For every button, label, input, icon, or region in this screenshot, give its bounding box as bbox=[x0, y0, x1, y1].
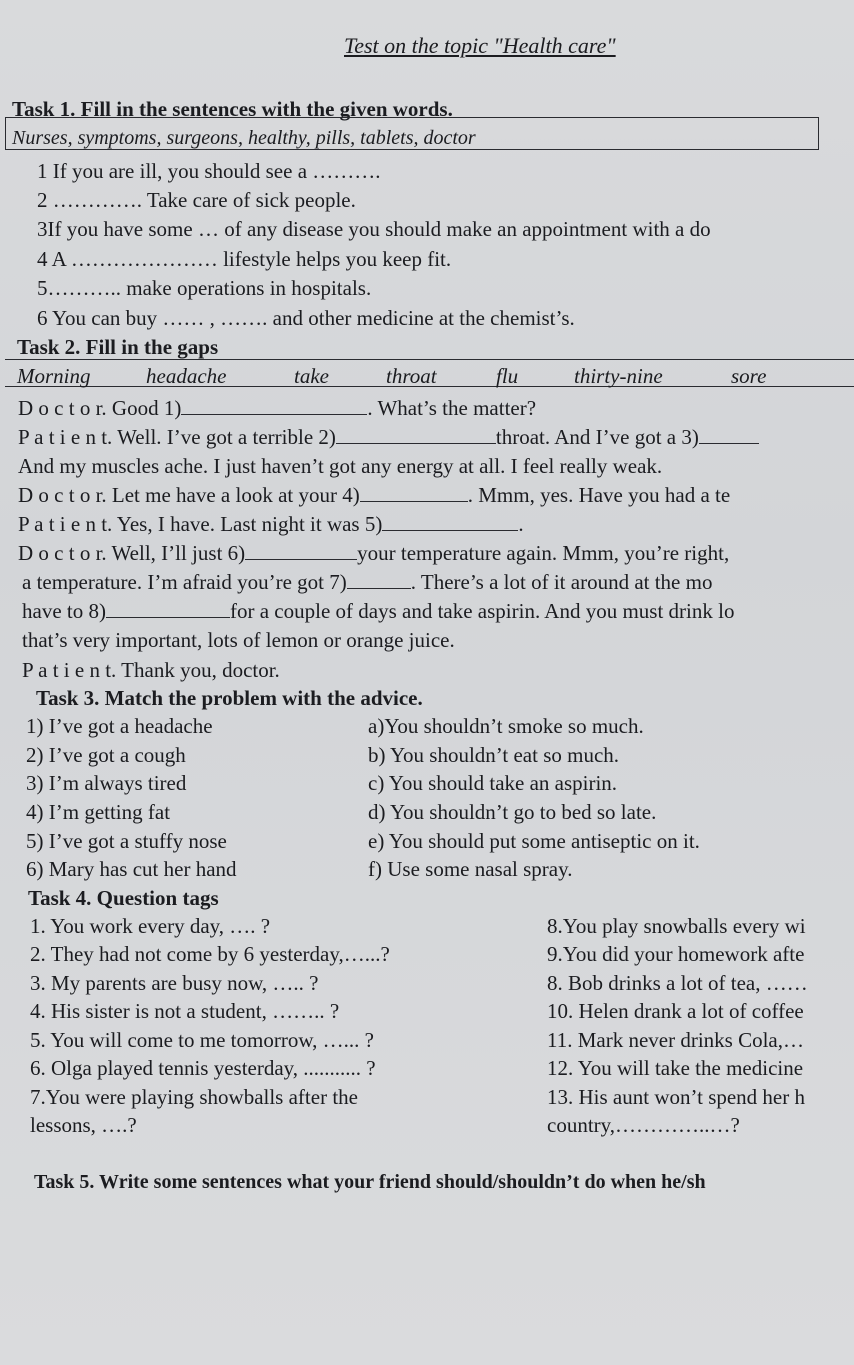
task1-sentence-1: 1 If you are ill, you should see a ………. bbox=[37, 159, 381, 183]
task3-advice-d: d) You shouldn’t go to bed so late. bbox=[368, 800, 657, 824]
task1-sentence-6: 6 You can buy …… , ……. and other medicine at the chemist’s. bbox=[37, 306, 575, 330]
task4-left-5: 5. You will come to me tomorrow, …... ? bbox=[30, 1028, 374, 1052]
gap-3 bbox=[699, 425, 759, 444]
task1-sentence-4: 4 A ………………… lifestyle helps you keep fit. bbox=[37, 247, 452, 271]
task4-right-13-cont: country,…………..…? bbox=[547, 1113, 740, 1137]
task3-advice-e: e) You should put some antiseptic on it. bbox=[368, 829, 700, 853]
task3-problem-3: 3) I’m always tired bbox=[26, 771, 187, 795]
task2-heading: Task 2. Fill in the gaps bbox=[17, 335, 219, 359]
task4-left-7-cont: lessons, ….? bbox=[30, 1113, 137, 1137]
task1-sentence-2: 2 …………. Take care of sick people. bbox=[37, 188, 356, 212]
dialogue-line-6: D o c t o r. Well, I’ll just 6) your temperature again. Mmm, you’re right, bbox=[18, 541, 730, 565]
dialogue-line-9: that’s very important, lots of lemon or orange juice. bbox=[22, 628, 455, 652]
task4-left-2: 2. They had not come by 6 yesterday,…...? bbox=[30, 942, 390, 966]
task4-heading: Task 4. Question tags bbox=[28, 886, 219, 910]
gap-2 bbox=[336, 425, 496, 444]
task1-sentence-3: 3If you have some … of any disease you should make an appointment with a do bbox=[37, 217, 711, 241]
task3-heading: Task 3. Match the problem with the advice. bbox=[36, 686, 423, 710]
task3-problem-5: 5) I’ve got a stuffy nose bbox=[26, 829, 227, 853]
task1-heading: Task 1. Fill in the sentences with the given words. bbox=[12, 97, 453, 121]
task2-word-throat: throat bbox=[386, 364, 437, 388]
gap-1 bbox=[181, 396, 367, 415]
task4-right-10: 10. Helen drank a lot of coffee bbox=[547, 999, 804, 1023]
gap-6 bbox=[245, 541, 357, 560]
task3-advice-b: b) You shouldn’t eat so much. bbox=[368, 743, 620, 767]
task2-word-take: take bbox=[294, 364, 329, 388]
dialogue-line-1: D o c t o r. Good 1) . What’s the matter? bbox=[18, 396, 537, 420]
task4-right-12: 12. You will take the medicine bbox=[547, 1056, 804, 1080]
page-title: Test on the topic "Health care" bbox=[344, 33, 616, 58]
task3-advice-c: c) You should take an aspirin. bbox=[368, 771, 618, 795]
task4-right-8: 8.You play snowballs every wi bbox=[547, 914, 806, 938]
task2-word-thirty-nine: thirty-nine bbox=[574, 364, 663, 388]
task3-advice-a: a)You shouldn’t smoke so much. bbox=[368, 714, 644, 738]
task3-problem-1: 1) I’ve got a headache bbox=[26, 714, 213, 738]
task3-problem-2: 2) I’ve got a cough bbox=[26, 743, 186, 767]
dialogue-line-10: P a t i e n t. Thank you, doctor. bbox=[22, 658, 280, 682]
gap-7 bbox=[347, 570, 411, 589]
task4-left-3: 3. My parents are busy now, ….. ? bbox=[30, 971, 319, 995]
task3-problem-4: 4) I’m getting fat bbox=[26, 800, 171, 824]
gap-5 bbox=[382, 512, 518, 531]
gap-8 bbox=[106, 599, 230, 618]
dialogue-line-3: And my muscles ache. I just haven’t got any energy at all. I feel really weak. bbox=[18, 454, 663, 478]
dialogue-line-5: P a t i e n t. Yes, I have. Last night it was 5) . bbox=[18, 512, 524, 536]
task4-right-13: 13. His aunt won’t spend her h bbox=[547, 1085, 805, 1109]
task5-heading: Task 5. Write some sentences what your friend should/shouldn’t do when he/sh bbox=[34, 1171, 706, 1193]
dialogue-line-4: D o c t o r. Let me have a look at your 4) . Mmm, yes. Have you had a te bbox=[18, 483, 731, 507]
task3-problem-6: 6) Mary has cut her hand bbox=[26, 857, 237, 881]
task4-right-9: 9.You did your homework afte bbox=[547, 942, 805, 966]
dialogue-line-2: P a t i e n t. Well. I’ve got a terrible 2) throat. And I’ve got a 3) bbox=[18, 425, 759, 449]
task1-sentence-5: 5……….. make operations in hospitals. bbox=[37, 276, 372, 300]
task2-word-morning: Morning bbox=[17, 364, 91, 388]
dialogue-line-8: have to 8) for a couple of days and take aspirin. And you must drink lo bbox=[22, 599, 735, 623]
task2-word-flu: flu bbox=[496, 364, 519, 388]
task2-box-top bbox=[5, 359, 854, 360]
task4-right-8b: 8. Bob drinks a lot of tea, …… bbox=[547, 971, 808, 995]
task4-left-6: 6. Olga played tennis yesterday, ........... ? bbox=[30, 1056, 376, 1080]
task1-word-list: Nurses, symptoms, surgeons, healthy, pills, tablets, doctor bbox=[12, 127, 476, 149]
dialogue-line-7: a temperature. I’m afraid you’re got 7) . There’s a lot of it around at the mo bbox=[22, 570, 713, 594]
task4-left-1: 1. You work every day, …. ? bbox=[30, 914, 271, 938]
task4-left-7: 7.You were playing showballs after the bbox=[30, 1085, 358, 1109]
task2-word-headache: headache bbox=[146, 364, 227, 388]
task4-right-11: 11. Mark never drinks Cola,… bbox=[547, 1028, 805, 1052]
gap-4 bbox=[360, 483, 468, 502]
task4-left-4: 4. His sister is not a student, …….. ? bbox=[30, 999, 340, 1023]
task3-advice-f: f) Use some nasal spray. bbox=[368, 857, 573, 881]
task2-word-sore: sore bbox=[731, 364, 767, 388]
